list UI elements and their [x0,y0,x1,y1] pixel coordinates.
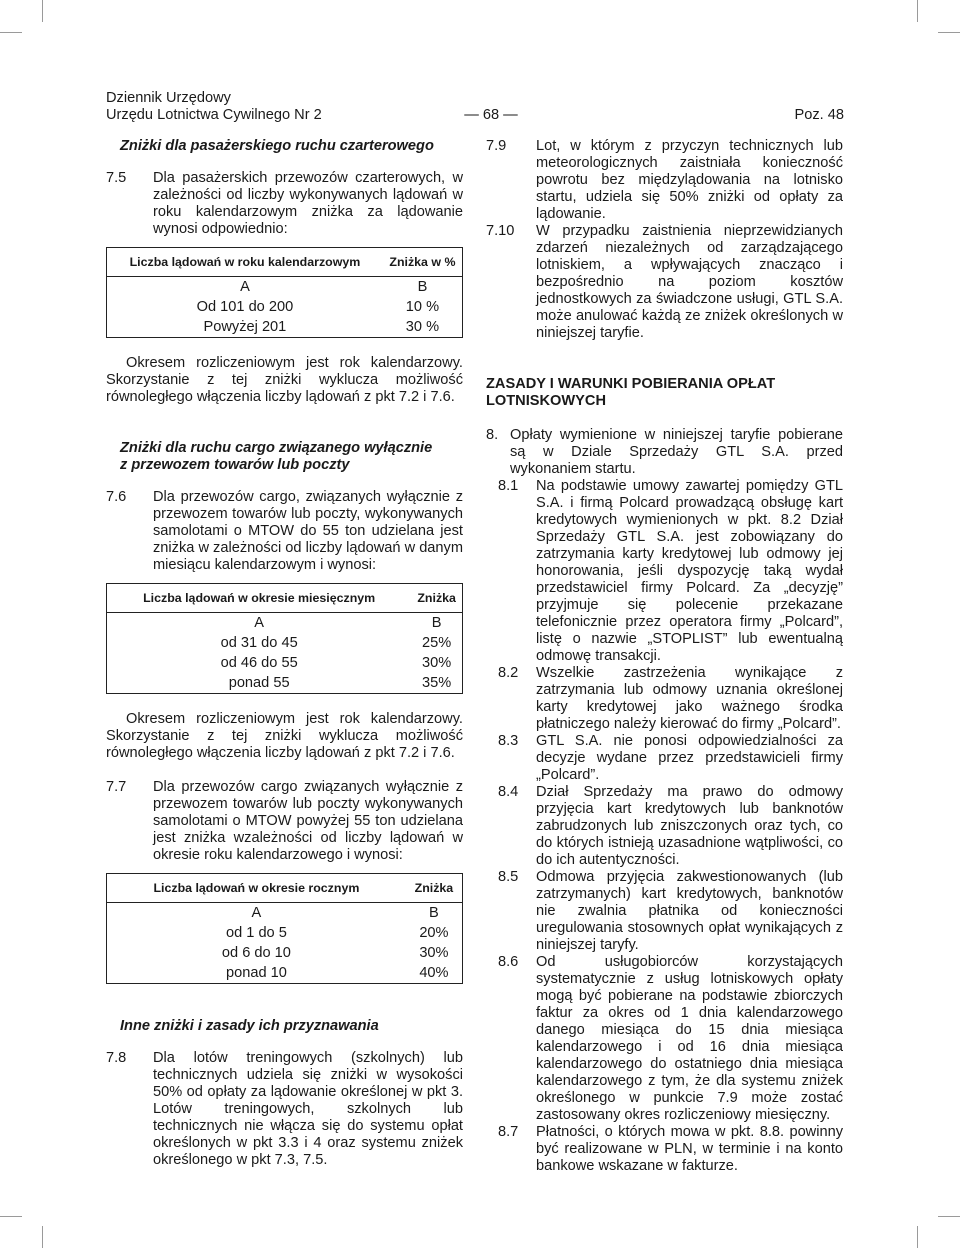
section-title-line: LOTNISKOWYCH [486,393,606,409]
table-cell: od 31 do 45 [220,634,298,651]
table-row [107,903,463,924]
item-number: 7.8 [106,1050,127,1066]
item-text: Dla pasażerskich przewozów czarterowych, w zależności od liczby wykonywanych lądowań w roku kalendarzowym zniżka za lądowanie wynosi odpowiednio: [153,170,463,237]
table-cell: ponad 55 [228,674,290,691]
list-item [486,954,843,1124]
item-text: Dla przewozów cargo, związanych wyłącznie z przewozem towarów lub poczty, wykonywanych samolotami o MTOW do 55 ton udzielana jest zniżka w zależności od liczby lądowań w danym miesiącu kalendarzowym i wynosi: [153,489,463,573]
list-item [106,779,463,864]
item-text: Dla lotów treningowych (szkolnych) lub technicznych udziela się zniżki w wysokości 50% od opłaty za lądowanie określonej w pkt 3. Lotów treningowych, szkolnych lub technicznych nie włącza się do systemu opłat określonych w pkt 3.3 i 4 oraz systemu zniżek określonego w pkt 7.3, 7.5. [153,1050,463,1168]
item-number: 8.3 [498,733,519,749]
list-item [486,138,843,223]
item-text: Dla przewozów cargo związanych wyłącznie z przewozem towarów lub poczty wykonywanych samolotami o MTOW powyżej 55 ton udzielana jest zniżka wzależności od liczby lądowań w okresie roku kalendarzowego i wynosi: [153,779,463,863]
table-row [107,297,463,317]
left-column [106,138,463,1169]
item-number: 7.10 [486,223,515,239]
item-text: Opłaty wymienione w niniejszej taryfie pobierane są w Dziale Sprzedaży GTL S.A. przed wykonaniem startu. [510,427,843,477]
table-cell: Od 101 do 200 [196,298,294,315]
item-number: 7.9 [486,138,507,154]
table-cell: 30% [419,944,449,961]
table-header: Liczba lądowań w okresie miesięcznym [107,584,412,613]
journal-subtitle: Urzędu Lotnictwa Cywilnego Nr 2 [106,107,322,123]
section-title [486,376,843,410]
table-cell: ponad 10 [225,964,287,981]
page-number: — 68 — [464,107,518,123]
list-item [486,478,843,665]
table-cell: B [429,904,439,921]
list-item [486,1124,843,1175]
table-cell: 35% [422,674,452,691]
item-number: 7.7 [106,779,127,795]
item-number: 8.2 [498,665,519,681]
table-cell: 30% [422,654,452,671]
journal-title: Dziennik Urzędowy [106,90,231,106]
table-cell: B [417,278,428,295]
item-text: Płatności, o których mowa w pkt. 8.8. powinny być realizowane w PLN, w terminie i na konto bankowe wskazane w fakturze. [536,1124,843,1174]
list-item [106,1050,463,1169]
section-title: Zniżki dla pasażerskiego ruchu czarterowego [120,138,434,154]
table-cell: od 6 do 10 [221,944,291,961]
section-title: Inne zniżki i zasady ich przyznawania [120,1018,379,1034]
crop-mark [42,1226,43,1248]
table-row [107,653,463,673]
table-cell: 40% [419,964,449,981]
item-text: Odmowa przyjęcia zakwestionowanych (lub zatrzymanych) kart kredytowych, banknotów nie zwalnia płatnika od konieczności uregulowania stosownych opłat wynikających z niniejszej taryfy. [536,869,843,953]
crop-mark [917,1226,918,1248]
item-number: 8.1 [498,478,519,494]
crop-mark [917,0,918,22]
crop-mark [0,1216,22,1217]
table-cell: 25% [422,634,452,651]
table-cell: od 1 do 5 [225,924,287,941]
crop-mark [42,0,43,22]
item-text: W przypadku zaistnienia nieprzewidzianych zdarzeń niezależnych od zarządzającego lotniskiem, a wpływających znacząco i bezpośrednio na poziom kosztów jednostkowych za świadczone usługi, GTL S.A. może anulować każdą ze zniżek określonych w niniejszej taryfie. [536,223,843,341]
item-number: 8.5 [498,869,519,885]
table-header: Liczba lądowań w roku kalendarzowym [107,248,383,277]
item-text: Od usługobiorców korzystających systematycznie z usług lotniskowych opłaty mogą być pobierane na podstawie zbiorczych faktur za okres od 1 dnia kalendarzowego danego miesiąca do 15 dnia miesiąca kalendarzowego i od 16 dnia miesiąca kalendarzowego do ostatniego dnia miesiąca kalendarzowego z tym, że dla systemu zniżek określonego w punkcie 7.9 może zostać zastosowany okres rozliczeniowy miesięczny. [536,954,843,1123]
list-item [486,223,843,342]
section-title-line: ZASADY I WARUNKI POBIERANIA OPŁAT [486,376,776,392]
table-row [107,317,463,338]
item-text: Dział Sprzedaży ma prawo do odmowy przyjęcia kart kredytowych lub banknotów zabrudzonych lub zniszczonych oraz tych, co do których istnieją uzasadnione wątpliwości, co do ich autentyczności. [536,784,843,868]
crop-mark [938,32,960,33]
table-row [107,277,463,298]
crop-mark [938,1216,960,1217]
item-text: Na podstawie umowy zawartej pomiędzy GTL S.A. i firmą Polcard prowadzącą obsługę kart kredytowych wymienionych w pkt. 8.2 Dział Sprzedaży GTL S.A. jest zobowiązany do zatrzymania karty kredytowej lub odmowy jej honorowania, jeśli dyspozycję taką wydał przedstawiciel firmy Polcard. Za „decyzję” przyjmuje się polecenie przekazane telefonicznie przez operatora firmy „Polcard”, listę o nazwie „STOPLIST” lub ewentualną odmowę transakcji. [536,478,843,664]
table-cell: 20% [419,924,449,941]
list-item [106,170,463,238]
table-cell: Powyżej 201 [203,318,287,335]
table-row [107,673,463,694]
table-row [107,963,463,984]
table-cell: 30 % [405,318,440,335]
discount-table [106,247,463,338]
list-item [486,784,843,869]
item-text: GTL S.A. nie ponosi odpowiedzialności za decyzje wydane przez przedstawicieli firmy „Polcard”. [536,733,843,783]
table-header: Zniżka w % [383,248,463,277]
table-row [107,633,463,653]
item-number: 8. [486,427,499,443]
item-text: Lot, w którym z przyczyn technicznych lub meteorologicznych zaistniała konieczność powrotu bez międzylądowania na lotnisko startu, udziela się 50% zniżki od opłaty za lądowanie. [536,138,843,222]
item-number: 8.7 [498,1124,519,1140]
section-title-line: z przewozem towarów lub poczty [120,457,350,473]
table-cell: A [251,904,262,921]
table-cell: od 46 do 55 [220,654,298,671]
discount-table [106,583,463,694]
list-item [486,665,843,733]
section-title-line: Zniżki dla ruchu cargo związanego wyłącznie [120,440,433,456]
item-number: 8.4 [498,784,519,800]
list-item [486,869,843,954]
list-item [106,489,463,574]
item-text: Wszelkie zastrzeżenia wynikające z zatrzymania lub odmowy uznania określonej karty kredytowej jako ważnego środka płatniczego należy kierować do firmy „Polcard”. [536,665,843,732]
item-number: 8.6 [498,954,519,970]
position-label: Poz. 48 [794,107,844,123]
list-item [486,427,843,478]
page-header [106,90,844,126]
table-header: Zniżka [411,584,462,613]
discount-table [106,873,463,984]
table-row [107,923,463,943]
table-cell: A [240,278,250,295]
table-cell: A [254,614,265,631]
table-header: Liczba lądowań w okresie rocznym [107,874,406,903]
paragraph: Okresem rozliczeniowym jest rok kalendarzowy. Skorzystanie z tej zniżki wyklucza możliwość równoległego włączenia liczby lądowań z pkt 7.2 i 7.6. [106,355,463,405]
item-number: 7.6 [106,489,127,505]
table-row [107,613,463,634]
item-number: 7.5 [106,170,127,186]
right-column [486,138,843,1175]
section-title [120,440,463,474]
crop-mark [0,32,22,33]
list-item [486,733,843,784]
table-row [107,943,463,963]
table-header: Zniżka [406,874,463,903]
table-cell: B [431,614,442,631]
paragraph: Okresem rozliczeniowym jest rok kalendarzowy. Skorzystanie z tej zniżki wyklucza możliwość równoległego włączenia liczby lądowań z pkt 7.2 i 7.6. [106,711,463,761]
table-cell: 10 % [405,298,440,315]
